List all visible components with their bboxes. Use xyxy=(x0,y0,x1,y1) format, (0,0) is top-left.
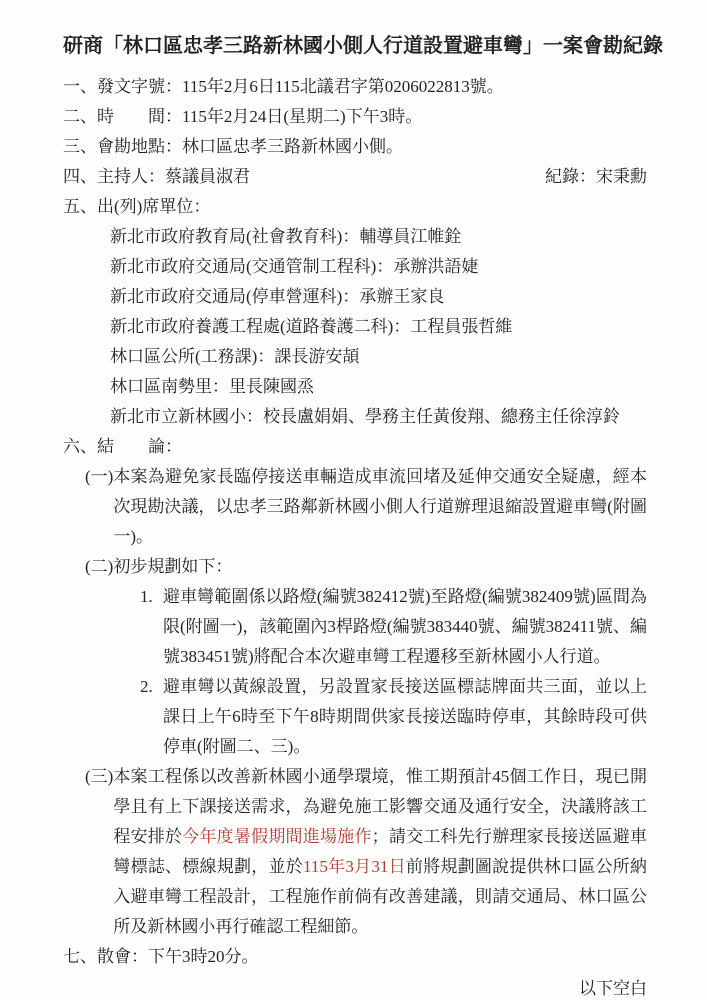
line-issue-number: 一、發文字號：115年2月6日115北議君字第0206022813號。 xyxy=(63,77,504,96)
conclusion-item-2-label: (二) xyxy=(85,557,114,576)
c3-segment-red-deadline-date: 115年3月31日 xyxy=(303,857,406,876)
c3-segment-black-1: 本案工程係以改善新林國小通學環境，惟工期預計45個工作日，現已開學且有上下課接送需求，為避免施工影響交通及通行安全，決議將該工程安排於 xyxy=(113,767,647,846)
conclusion-item-2-text: 初步規劃如下： xyxy=(113,557,233,576)
c3-segment-black-2: ；請交工科先行辦理家長接送區避車彎標誌、標線規劃，並於 xyxy=(113,827,648,876)
attendee-line-parking: 新北市政府交通局(停車營運科)：承辦王家良 xyxy=(110,287,445,306)
document-title: 研商「林口區忠孝三路新林國小側人行道設置避車彎」一案會勘紀錄 xyxy=(63,35,663,57)
plan-item-2-text: 避車彎以黃線設置，另設置家長接送區標誌牌面共三面，並以上課日上午6時至下午8時期間供家長接送臨時停車，其餘時段可供停車(附圖二、三)。 xyxy=(163,677,647,756)
attendee-line-village: 林口區南勢里：里長陳國烝 xyxy=(110,377,314,396)
footer-blank-note: 以下空白 xyxy=(579,979,647,998)
plan-item-2-number: 2. xyxy=(140,677,153,696)
line-meeting-location: 三、會勘地點：林口區忠孝三路新林國小側。 xyxy=(63,137,403,156)
conclusion-item-1 xyxy=(85,462,647,552)
c3-segment-black-3: 前將規劃圖說提供林口區公所納入避車彎工程設計，工程施作前倘有改善建議，則請交通局、林口區公所及新林國小再行確認工程細節。 xyxy=(113,857,648,936)
conclusion-item-1-text: 本案為避免家長臨停接送車輛造成車流回堵及延伸交通安全疑慮，經本次現勘決議，以忠孝三路鄰新林國小側人行道辦理退縮設置避車彎(附圖一)。 xyxy=(113,467,647,546)
recorder-text: 紀錄：宋秉勳 xyxy=(545,167,647,186)
conclusion-item-3-text xyxy=(113,762,647,942)
c3-segment-red-summer-construction: 今年度暑假期間進場施作 xyxy=(182,827,372,846)
attendee-line-education: 新北市政府教育局(社會教育科)：輔導員江帷銓 xyxy=(110,227,462,246)
plan-item-1 xyxy=(140,582,647,672)
attendee-line-maintenance: 新北市政府養護工程處(道路養護二科)：工程員張哲維 xyxy=(110,317,513,336)
host-text: 四、主持人：蔡議員淑君 xyxy=(63,167,250,186)
attendee-line-district-office: 林口區公所(工務課)：課長游安頡 xyxy=(110,347,360,366)
plan-item-2 xyxy=(140,672,647,762)
plan-item-1-number: 1. xyxy=(140,587,153,606)
line-conclusion-header: 六、結 論： xyxy=(63,437,182,456)
attendee-line-traffic-engineering: 新北市政府交通局(交通管制工程科)：承辦洪語婕 xyxy=(110,257,479,276)
conclusion-item-3-label: (三) xyxy=(85,767,114,786)
line-host-and-recorder xyxy=(63,162,647,192)
conclusion-item-1-label: (一) xyxy=(85,467,114,486)
line-meeting-time: 二、時 間：115年2月24日(星期二)下午3時。 xyxy=(63,107,423,126)
line-adjourn: 七、散會：下午3時20分。 xyxy=(63,947,259,966)
conclusion-item-3 xyxy=(85,762,647,942)
attendee-list xyxy=(63,222,647,432)
plan-item-1-text: 避車彎範圍係以路燈(編號382412號)至路燈(編號382409號)區間為限(附圖一)，該範圍內3桿路燈(編號383440號、編號382411號、編號383451號)將配合本次避車彎工程遷移至新林國小人行道。 xyxy=(163,587,647,666)
line-attendees-header: 五、出(列)席單位： xyxy=(63,197,211,216)
conclusion-item-2 xyxy=(85,552,647,582)
attendee-line-school: 新北市立新林國小：校長盧娟娟、學務主任黃俊翔、總務主任徐淳鈴 xyxy=(110,407,620,426)
